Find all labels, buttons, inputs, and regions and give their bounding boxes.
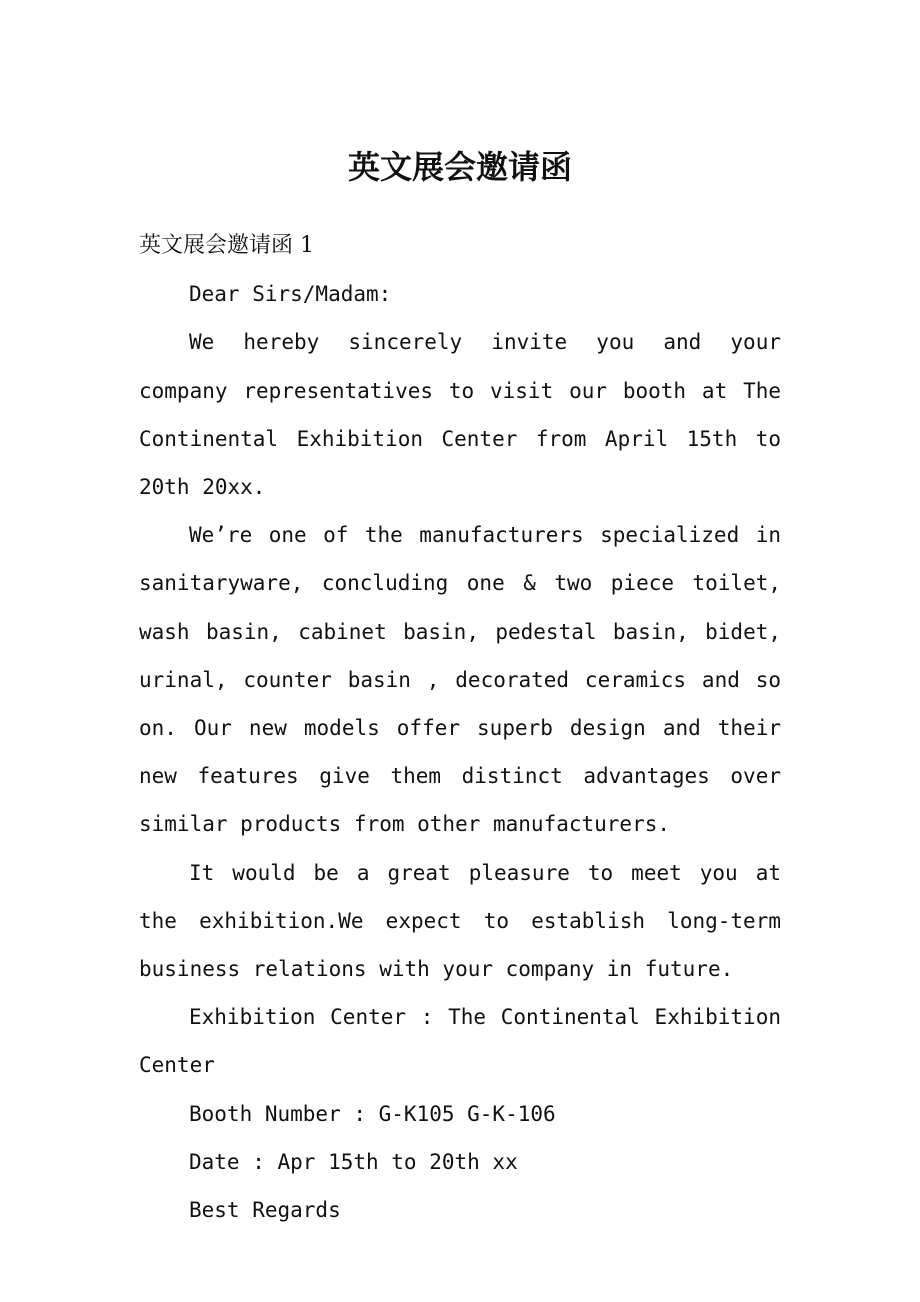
paragraph-company-intro: We’re one of the manufacturers specialized in sanitaryware, concluding one & two piece toilet, wash basin, cabinet basin, pedestal basin, bidet, urinal, counter basin , decorated ceramics and so on. Our new models offer superb design and their new features give them distinct advantages over similar products from other manufacturers.	[139, 523, 781, 837]
document-title: 英文展会邀请函	[347, 148, 572, 186]
salutation: Dear Sirs/Madam:	[189, 282, 392, 307]
detail-date: Date : Apr 15th to 20th xx	[189, 1149, 518, 1174]
section-heading: 英文展会邀请函 1	[139, 233, 314, 258]
detail-booth-number: Booth Number : G-K105 G-K-106	[189, 1101, 556, 1126]
detail-exhibition-center: Exhibition Center : The Continental Exhibition Center	[139, 1005, 781, 1078]
paragraph-invitation: We hereby sincerely invite you and your company representatives to visit our booth at The Continental Exhibition Center from April 15th to 20th 20xx.	[139, 330, 781, 500]
letter-body	[139, 222, 781, 1234]
closing-regards: Best Regards	[189, 1198, 341, 1223]
paragraph-closing-remarks: It would be a great pleasure to meet you at the exhibition.We expect to establish long-term business relations with your company in future.	[139, 860, 781, 982]
